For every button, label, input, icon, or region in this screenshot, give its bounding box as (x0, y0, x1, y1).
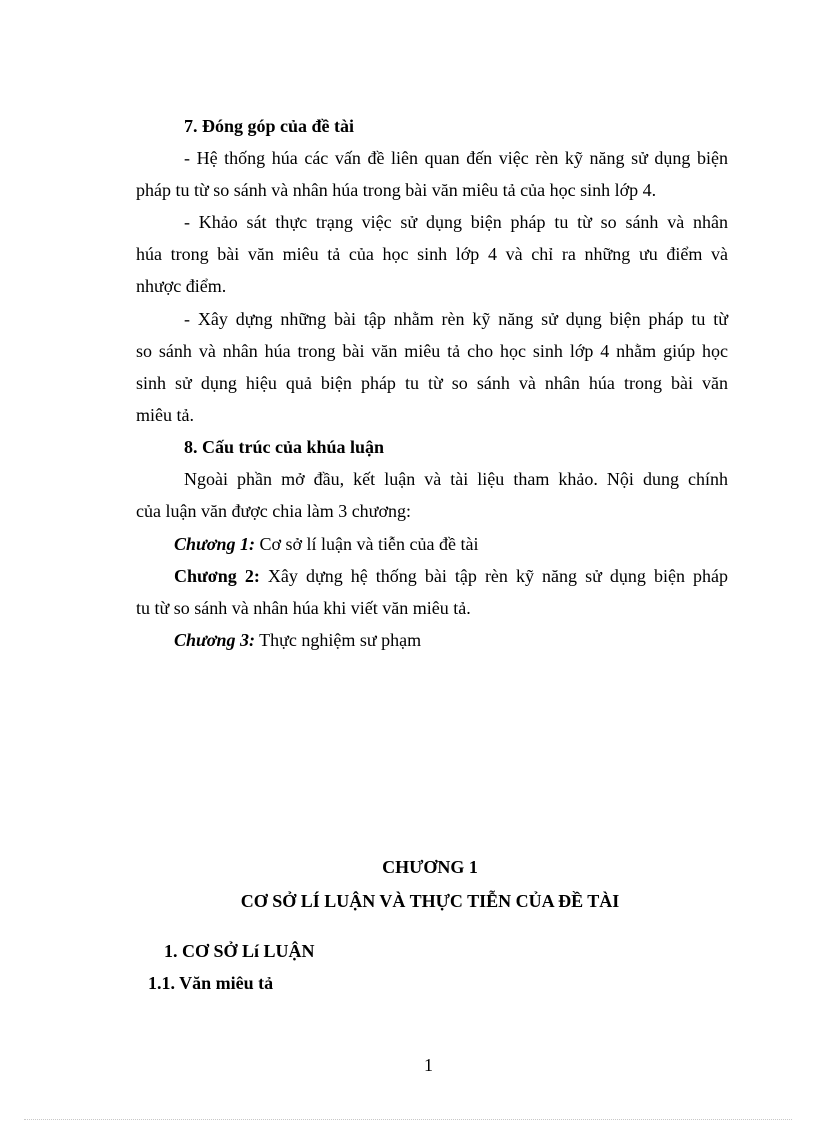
paragraph-line: của luận văn được chia làm 3 chương: (136, 501, 411, 521)
chapter-title: CƠ SỞ LÍ LUẬN VÀ THỰC TIỄN CỦA ĐỀ TÀI (240, 891, 620, 911)
chapter-3-label: Chương 3: (174, 630, 255, 650)
chapter-2-label: Chương 2: (174, 566, 260, 586)
chapter-3-item (174, 629, 728, 651)
paragraph-line: - Xây dựng những bài tập nhằm rèn kỹ năng sử dụng biện pháp tu từ (184, 309, 728, 329)
page-number: 1 (424, 1055, 433, 1075)
chapter-2-text: Xây dựng hệ thống bài tập rèn kỹ năng sử dụng biện pháp (259, 566, 728, 586)
chapter-1-label: Chương 1: (174, 534, 255, 554)
page-bottom-rule (24, 1119, 792, 1120)
paragraph-line: húa trong bài văn miêu tả của học sinh lớp 4 và chỉ ra những ưu điểm và (136, 244, 728, 264)
chapter-2-item (174, 565, 728, 587)
chapter-2-continuation: tu từ so sánh và nhân húa khi viết văn miêu tả. (136, 598, 471, 618)
subsection-heading: 1. CƠ SỞ Lí LUẬN (164, 941, 315, 961)
paragraph-line: - Hệ thống húa các vấn đề liên quan đến việc rèn kỹ năng sử dụng biện (184, 148, 728, 168)
section-7-heading: 7. Đóng góp của đề tài (184, 116, 355, 136)
subsection-heading: 1.1. Văn miêu tả (148, 973, 274, 993)
chapter-3-text: Thực nghiệm sư phạm (254, 630, 422, 650)
paragraph-line: nhược điểm. (136, 276, 227, 296)
paragraph-line: sinh sử dụng hiệu quả biện pháp tu từ so sánh và nhân húa trong bài văn (136, 373, 728, 393)
paragraph-line: Ngoài phần mở đầu, kết luận và tài liệu tham khảo. Nội dung chính (184, 469, 728, 489)
paragraph-line: so sánh và nhân húa trong bài văn miêu tả cho học sinh lớp 4 nhằm giúp học (136, 341, 728, 361)
paragraph-line: - Khảo sát thực trạng việc sử dụng biện pháp tu từ so sánh và nhân (184, 212, 728, 232)
chapter-number: CHƯƠNG 1 (382, 857, 478, 877)
chapter-1-text: Cơ sở lí luận và tiễn của đề tài (254, 534, 479, 554)
section-8-heading: 8. Cấu trúc của khúa luận (184, 437, 385, 457)
paragraph-line: miêu tả. (136, 405, 194, 425)
paragraph-line: pháp tu từ so sánh và nhân húa trong bài văn miêu tả của học sinh lớp 4. (136, 180, 657, 200)
chapter-1-item (174, 533, 728, 555)
